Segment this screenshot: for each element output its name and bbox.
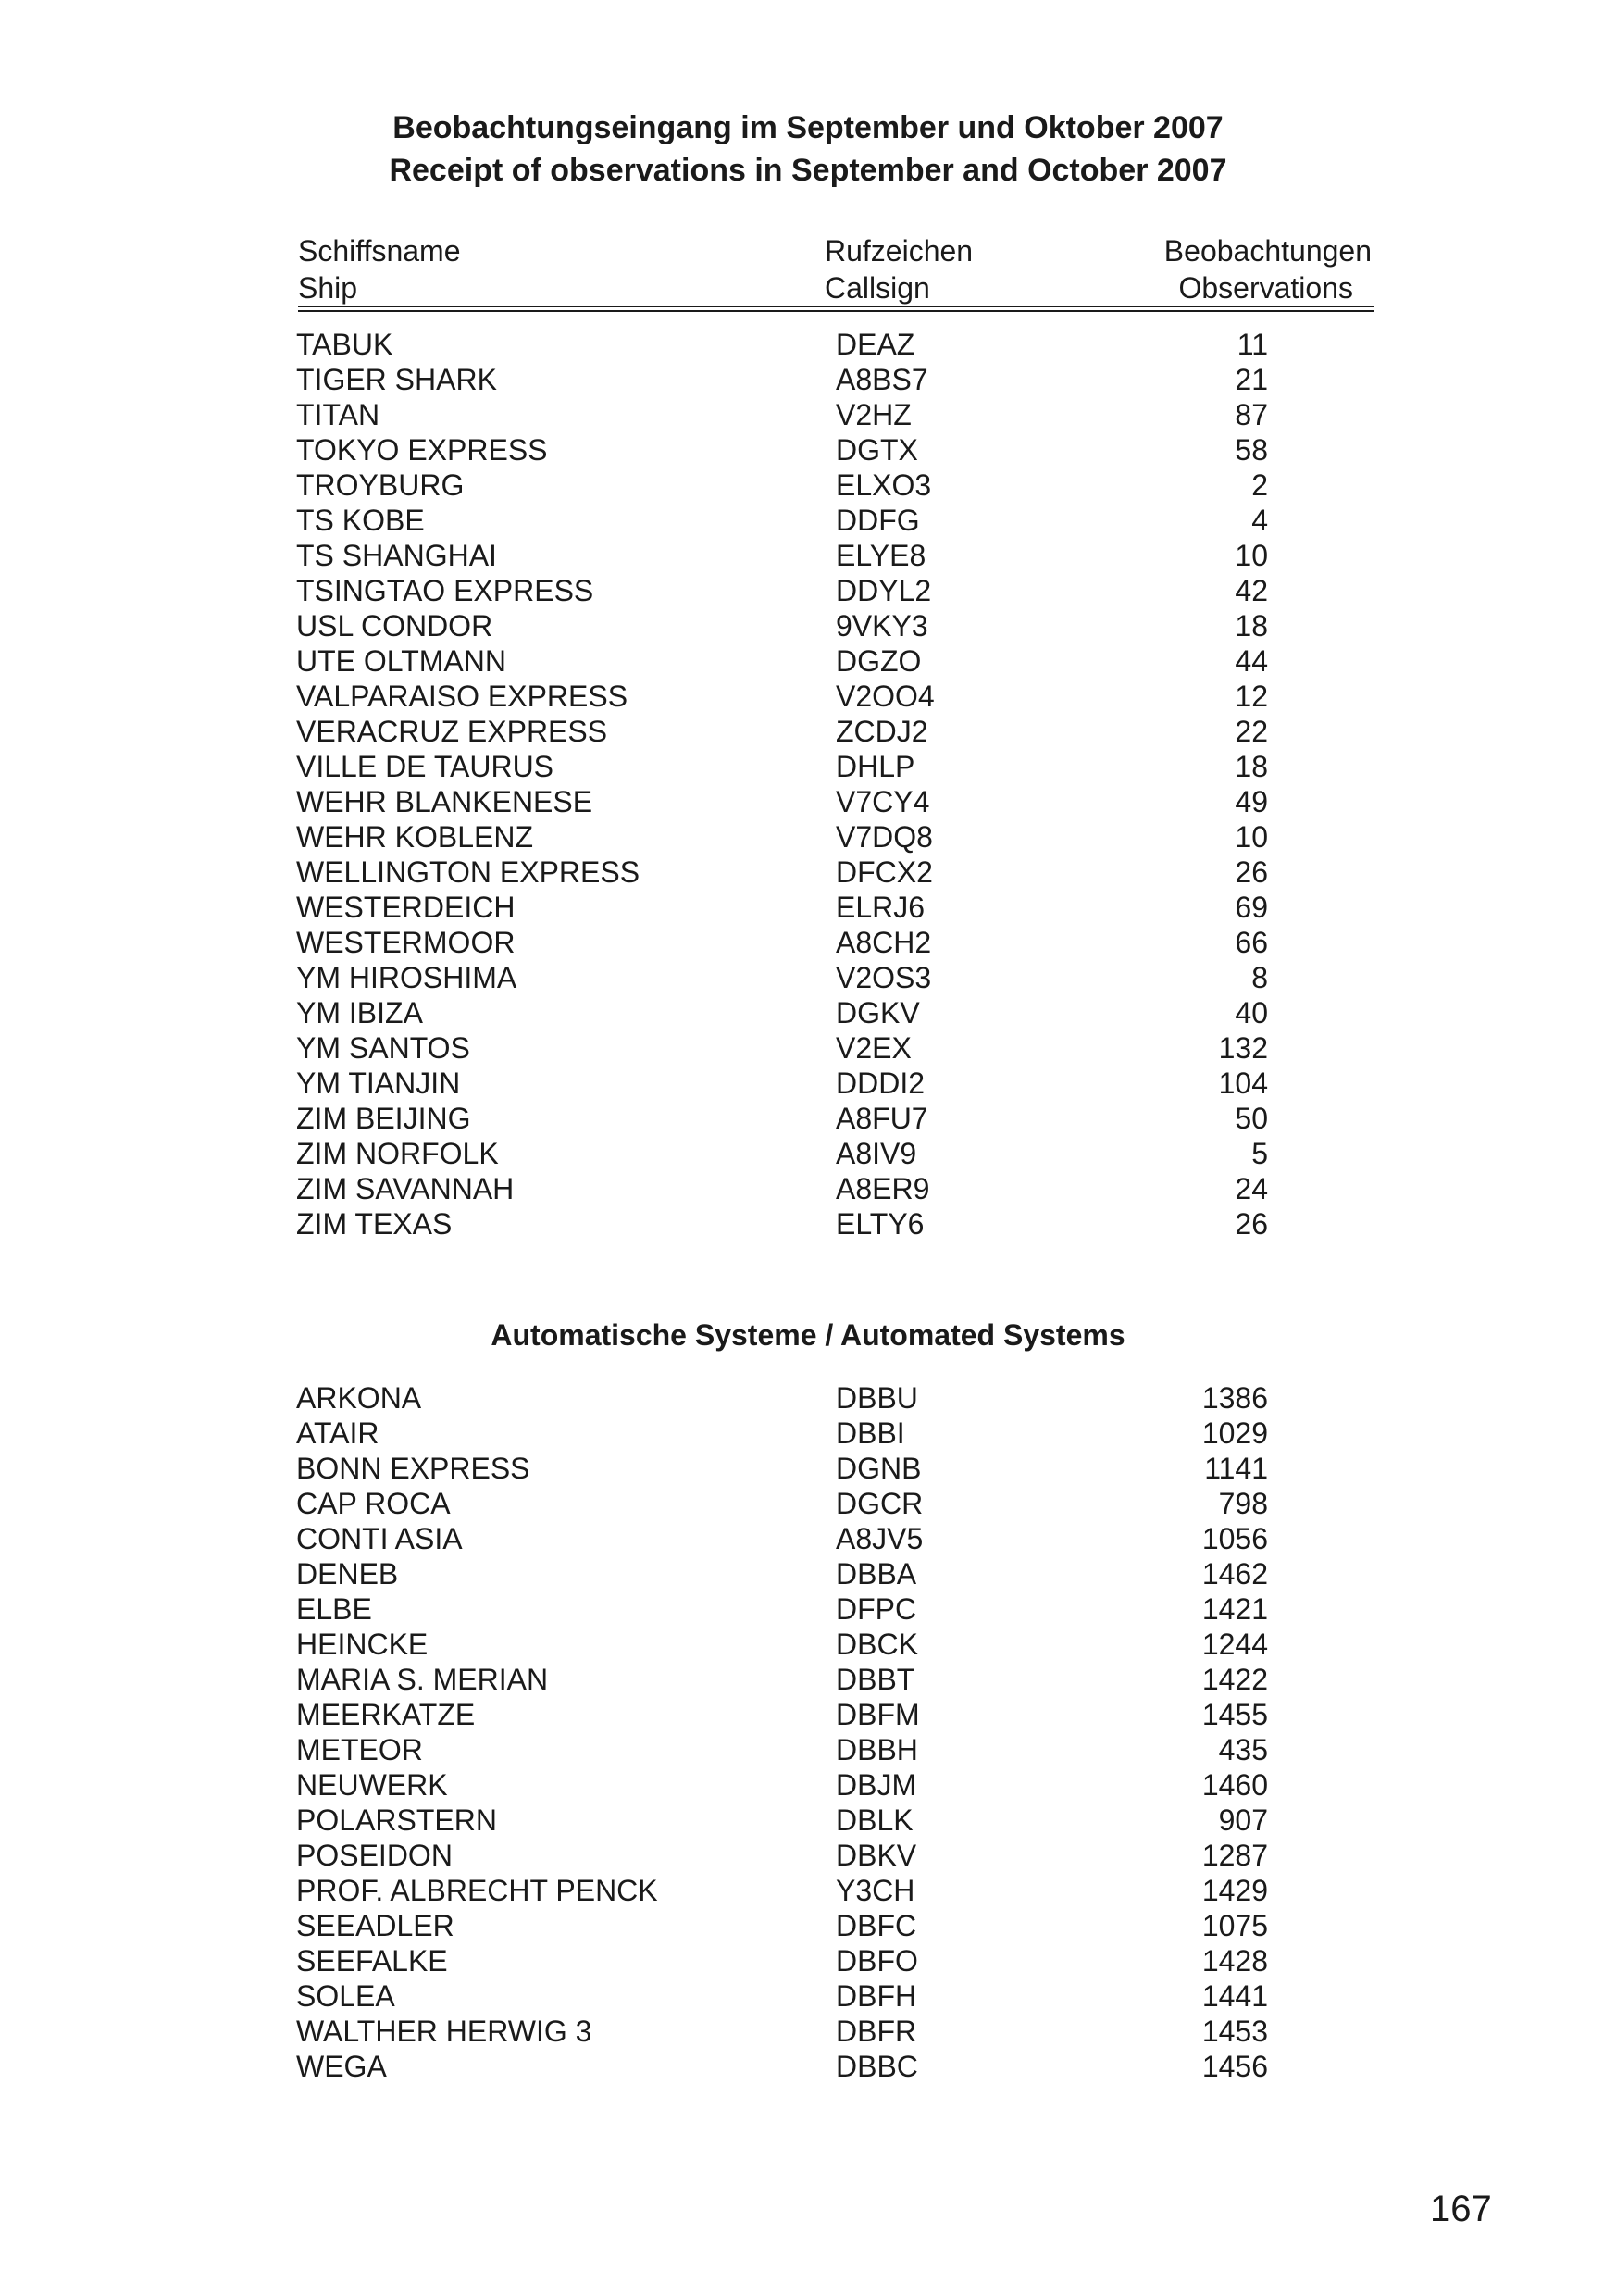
callsign-cell: V2OO4 (836, 680, 935, 713)
ship-name-cell: WEGA (296, 2050, 387, 2083)
table-row (0, 995, 1616, 1030)
table-row (0, 1838, 1616, 1873)
ship-name-cell: WESTERDEICH (296, 891, 516, 924)
table-row (0, 1803, 1616, 1838)
callsign-cell: V2OS3 (836, 961, 932, 994)
observations-cell: 18 (1235, 750, 1268, 783)
table-row (0, 960, 1616, 995)
observations-cell: 1056 (1201, 1522, 1268, 1555)
callsign-cell: A8FU7 (836, 1102, 928, 1135)
table-row (0, 679, 1616, 714)
callsign-cell: ZCDJ2 (836, 715, 928, 748)
callsign-cell: DDDI2 (836, 1067, 926, 1100)
observations-cell: 1462 (1201, 1557, 1268, 1591)
callsign-cell: DGZO (836, 644, 922, 678)
page-number: 167 (1430, 2189, 1492, 2229)
table-row (0, 1066, 1616, 1101)
ship-name-cell: ARKONA (296, 1381, 422, 1415)
table-row (0, 1206, 1616, 1242)
callsign-cell: DBBH (836, 1733, 918, 1766)
callsign-cell: DBBT (836, 1663, 915, 1696)
callsign-cell: DHLP (836, 750, 915, 783)
table-row (0, 1521, 1616, 1556)
observations-cell: 132 (1218, 1031, 1268, 1065)
ship-name-cell: USL CONDOR (296, 609, 493, 643)
observations-cell: 1141 (1204, 1452, 1268, 1485)
table-row (0, 643, 1616, 679)
callsign-cell: V7DQ8 (836, 820, 933, 854)
ship-name-cell: VERACRUZ EXPRESS (296, 715, 608, 748)
header-name-english: Ship (298, 271, 358, 305)
table-row (0, 1732, 1616, 1767)
table-row (0, 784, 1616, 819)
callsign-cell: DGKV (836, 996, 920, 1029)
table-row (0, 1627, 1616, 1662)
observations-cell: 1441 (1201, 1979, 1268, 2013)
callsign-cell: DBFC (836, 1909, 917, 1942)
table-row (0, 1486, 1616, 1521)
observations-cell: 1455 (1201, 1698, 1268, 1731)
observations-cell: 1460 (1201, 1768, 1268, 1802)
ship-name-cell: ELBE (296, 1592, 372, 1626)
callsign-cell: A8JV5 (836, 1522, 924, 1555)
ship-name-cell: YM HIROSHIMA (296, 961, 517, 994)
ship-name-cell: WEHR BLANKENESE (296, 785, 593, 818)
table-row (0, 855, 1616, 890)
observations-cell: 1421 (1201, 1592, 1268, 1626)
table-row (0, 1943, 1616, 1978)
table-row (0, 432, 1616, 468)
callsign-cell: DBBA (836, 1557, 917, 1591)
callsign-cell: DGCR (836, 1487, 924, 1520)
ship-name-cell: NEUWERK (296, 1768, 448, 1802)
observations-cell: 10 (1235, 539, 1268, 572)
ship-name-cell: TOKYO EXPRESS (296, 433, 548, 467)
table-row (0, 890, 1616, 925)
table-row (0, 2014, 1616, 2049)
ship-name-cell: TS KOBE (296, 504, 425, 537)
callsign-cell: ELTY6 (836, 1207, 925, 1241)
observations-cell: 22 (1235, 715, 1268, 748)
observations-cell: 2 (1251, 468, 1268, 502)
callsign-cell: 9VKY3 (836, 609, 928, 643)
ship-name-cell: PROF. ALBRECHT PENCK (296, 1874, 658, 1907)
observations-cell: 435 (1218, 1733, 1268, 1766)
observations-cell: 18 (1235, 609, 1268, 643)
observations-cell: 24 (1235, 1172, 1268, 1205)
observations-cell: 40 (1235, 996, 1268, 1029)
callsign-cell: ELRJ6 (836, 891, 926, 924)
ship-name-cell: SEEADLER (296, 1909, 454, 1942)
automated-systems-heading: Automatische Systeme / Automated Systems (491, 1318, 1125, 1352)
callsign-cell: A8BS7 (836, 363, 928, 396)
ship-name-cell: SEEFALKE (296, 1944, 448, 1978)
observations-cell: 1456 (1201, 2050, 1268, 2083)
ship-name-cell: ATAIR (296, 1416, 379, 1450)
observations-cell: 1422 (1201, 1663, 1268, 1696)
table-row (0, 749, 1616, 784)
callsign-cell: DBFH (836, 1979, 917, 2013)
callsign-cell: DBBC (836, 2050, 918, 2083)
ship-name-cell: CAP ROCA (296, 1487, 451, 1520)
callsign-cell: DGNB (836, 1452, 922, 1485)
observations-cell: 87 (1235, 398, 1268, 431)
table-row (0, 1030, 1616, 1066)
observations-cell: 1244 (1201, 1628, 1268, 1661)
callsign-cell: DDYL2 (836, 574, 932, 607)
table-row (0, 1908, 1616, 1943)
ship-name-cell: YM SANTOS (296, 1031, 470, 1065)
ship-name-cell: TIGER SHARK (296, 363, 497, 396)
callsign-cell: A8ER9 (836, 1172, 930, 1205)
header-divider-second (298, 310, 1374, 312)
callsign-cell: DBCK (836, 1628, 918, 1661)
callsign-cell: DFCX2 (836, 855, 933, 889)
observations-cell: 26 (1235, 1207, 1268, 1241)
callsign-cell: DBJM (836, 1768, 917, 1802)
callsign-cell: DBFR (836, 2015, 917, 2048)
ship-name-cell: POSEIDON (296, 1839, 453, 1872)
observations-cell: 1075 (1201, 1909, 1268, 1942)
table-row (0, 1662, 1616, 1697)
observations-cell: 8 (1251, 961, 1268, 994)
table-row (0, 538, 1616, 573)
ship-name-cell: DENEB (296, 1557, 399, 1591)
observations-cell: 42 (1235, 574, 1268, 607)
ship-name-cell: TSINGTAO EXPRESS (296, 574, 594, 607)
ship-name-cell: ZIM BEIJING (296, 1102, 471, 1135)
callsign-cell: DBKV (836, 1839, 917, 1872)
callsign-cell: DBFM (836, 1698, 920, 1731)
table-row (0, 1556, 1616, 1591)
ship-name-cell: MEERKATZE (296, 1698, 476, 1731)
observations-cell: 11 (1237, 328, 1268, 361)
title-german: Beobachtungseingang im September und Oktober 2007 (392, 110, 1224, 145)
ship-name-cell: YM IBIZA (296, 996, 423, 1029)
observations-cell: 1029 (1201, 1416, 1268, 1450)
ship-name-cell: TABUK (296, 328, 393, 361)
table-row (0, 468, 1616, 503)
observations-cell: 69 (1235, 891, 1268, 924)
ship-name-cell: BONN EXPRESS (296, 1452, 530, 1485)
ship-name-cell: MARIA S. MERIAN (296, 1663, 549, 1696)
observations-cell: 1386 (1201, 1381, 1268, 1415)
table-row (0, 608, 1616, 643)
callsign-cell: DBBU (836, 1381, 918, 1415)
observations-cell: 44 (1235, 644, 1268, 678)
callsign-cell: A8CH2 (836, 926, 932, 959)
ship-name-cell: ZIM NORFOLK (296, 1137, 499, 1170)
observations-cell: 10 (1235, 820, 1268, 854)
observations-cell: 4 (1251, 504, 1268, 537)
table-row (0, 1591, 1616, 1627)
observations-cell: 1429 (1201, 1874, 1268, 1907)
observations-cell: 26 (1235, 855, 1268, 889)
table-row (0, 1171, 1616, 1206)
table-row (0, 1697, 1616, 1732)
observations-cell: 798 (1218, 1487, 1268, 1520)
ship-name-cell: SOLEA (296, 1979, 395, 2013)
ship-name-cell: METEOR (296, 1733, 423, 1766)
ship-name-cell: CONTI ASIA (296, 1522, 463, 1555)
callsign-cell: ELYE8 (836, 539, 926, 572)
table-row (0, 925, 1616, 960)
automated-systems-table (0, 1380, 1616, 2084)
callsign-cell: DGTX (836, 433, 918, 467)
observations-cell: 104 (1218, 1067, 1268, 1100)
table-row (0, 714, 1616, 749)
observations-cell: 49 (1235, 785, 1268, 818)
table-row (0, 503, 1616, 538)
header-observations-english: Observations (1178, 271, 1353, 305)
header-callsign-english: Callsign (825, 271, 930, 305)
header-callsign-german: Rufzeichen (825, 234, 974, 268)
header-observations-german: Beobachtungen (1163, 234, 1372, 268)
ship-name-cell: POLARSTERN (296, 1803, 497, 1837)
ship-name-cell: TS SHANGHAI (296, 539, 497, 572)
table-row (0, 1451, 1616, 1486)
ship-name-cell: YM TIANJIN (296, 1067, 461, 1100)
ship-name-cell: UTE OLTMANN (296, 644, 506, 678)
observations-cell: 12 (1235, 680, 1268, 713)
callsign-cell: V2EX (836, 1031, 912, 1065)
observations-cell: 66 (1235, 926, 1268, 959)
callsign-cell: ELXO3 (836, 468, 932, 502)
table-row (0, 362, 1616, 397)
table-row (0, 573, 1616, 608)
table-row (0, 1101, 1616, 1136)
callsign-cell: DBLK (836, 1803, 914, 1837)
ship-name-cell: ZIM TEXAS (296, 1207, 453, 1241)
table-row (0, 819, 1616, 855)
callsign-cell: DEAZ (836, 328, 915, 361)
callsign-cell: DDFG (836, 504, 920, 537)
ship-name-cell: WELLINGTON EXPRESS (296, 855, 640, 889)
callsign-cell: DFPC (836, 1592, 917, 1626)
callsign-cell: V2HZ (836, 398, 912, 431)
table-row (0, 1767, 1616, 1803)
observations-cell: 21 (1235, 363, 1268, 396)
table-row (0, 1416, 1616, 1451)
header-divider (298, 306, 1374, 307)
ship-name-cell: WESTERMOOR (296, 926, 516, 959)
ship-name-cell: TITAN (296, 398, 380, 431)
ship-name-cell: WEHR KOBLENZ (296, 820, 534, 854)
table-row (0, 1873, 1616, 1908)
ship-name-cell: VALPARAISO EXPRESS (296, 680, 628, 713)
ship-name-cell: VILLE DE TAURUS (296, 750, 554, 783)
table-row (0, 397, 1616, 432)
ship-name-cell: WALTHER HERWIG 3 (296, 2015, 592, 2048)
table-row (0, 1136, 1616, 1171)
table-row (0, 1380, 1616, 1416)
callsign-cell: DBFO (836, 1944, 918, 1978)
callsign-cell: V7CY4 (836, 785, 930, 818)
callsign-cell: A8IV9 (836, 1137, 917, 1170)
header-name-german: Schiffsname (298, 234, 461, 268)
ship-name-cell: HEINCKE (296, 1628, 429, 1661)
observations-cell: 1428 (1201, 1944, 1268, 1978)
table-row (0, 2049, 1616, 2084)
observations-cell: 5 (1251, 1137, 1268, 1170)
observations-cell: 58 (1235, 433, 1268, 467)
observations-cell: 1453 (1201, 2015, 1268, 2048)
title-english: Receipt of observations in September and October 2007 (389, 153, 1227, 188)
observations-cell: 907 (1218, 1803, 1268, 1837)
ship-name-cell: TROYBURG (296, 468, 465, 502)
callsign-cell: Y3CH (836, 1874, 915, 1907)
observations-cell: 1287 (1201, 1839, 1268, 1872)
ship-name-cell: ZIM SAVANNAH (296, 1172, 515, 1205)
table-row (0, 1978, 1616, 2014)
ships-table (0, 327, 1616, 1242)
callsign-cell: DBBI (836, 1416, 905, 1450)
table-row (0, 327, 1616, 362)
observations-cell: 50 (1235, 1102, 1268, 1135)
